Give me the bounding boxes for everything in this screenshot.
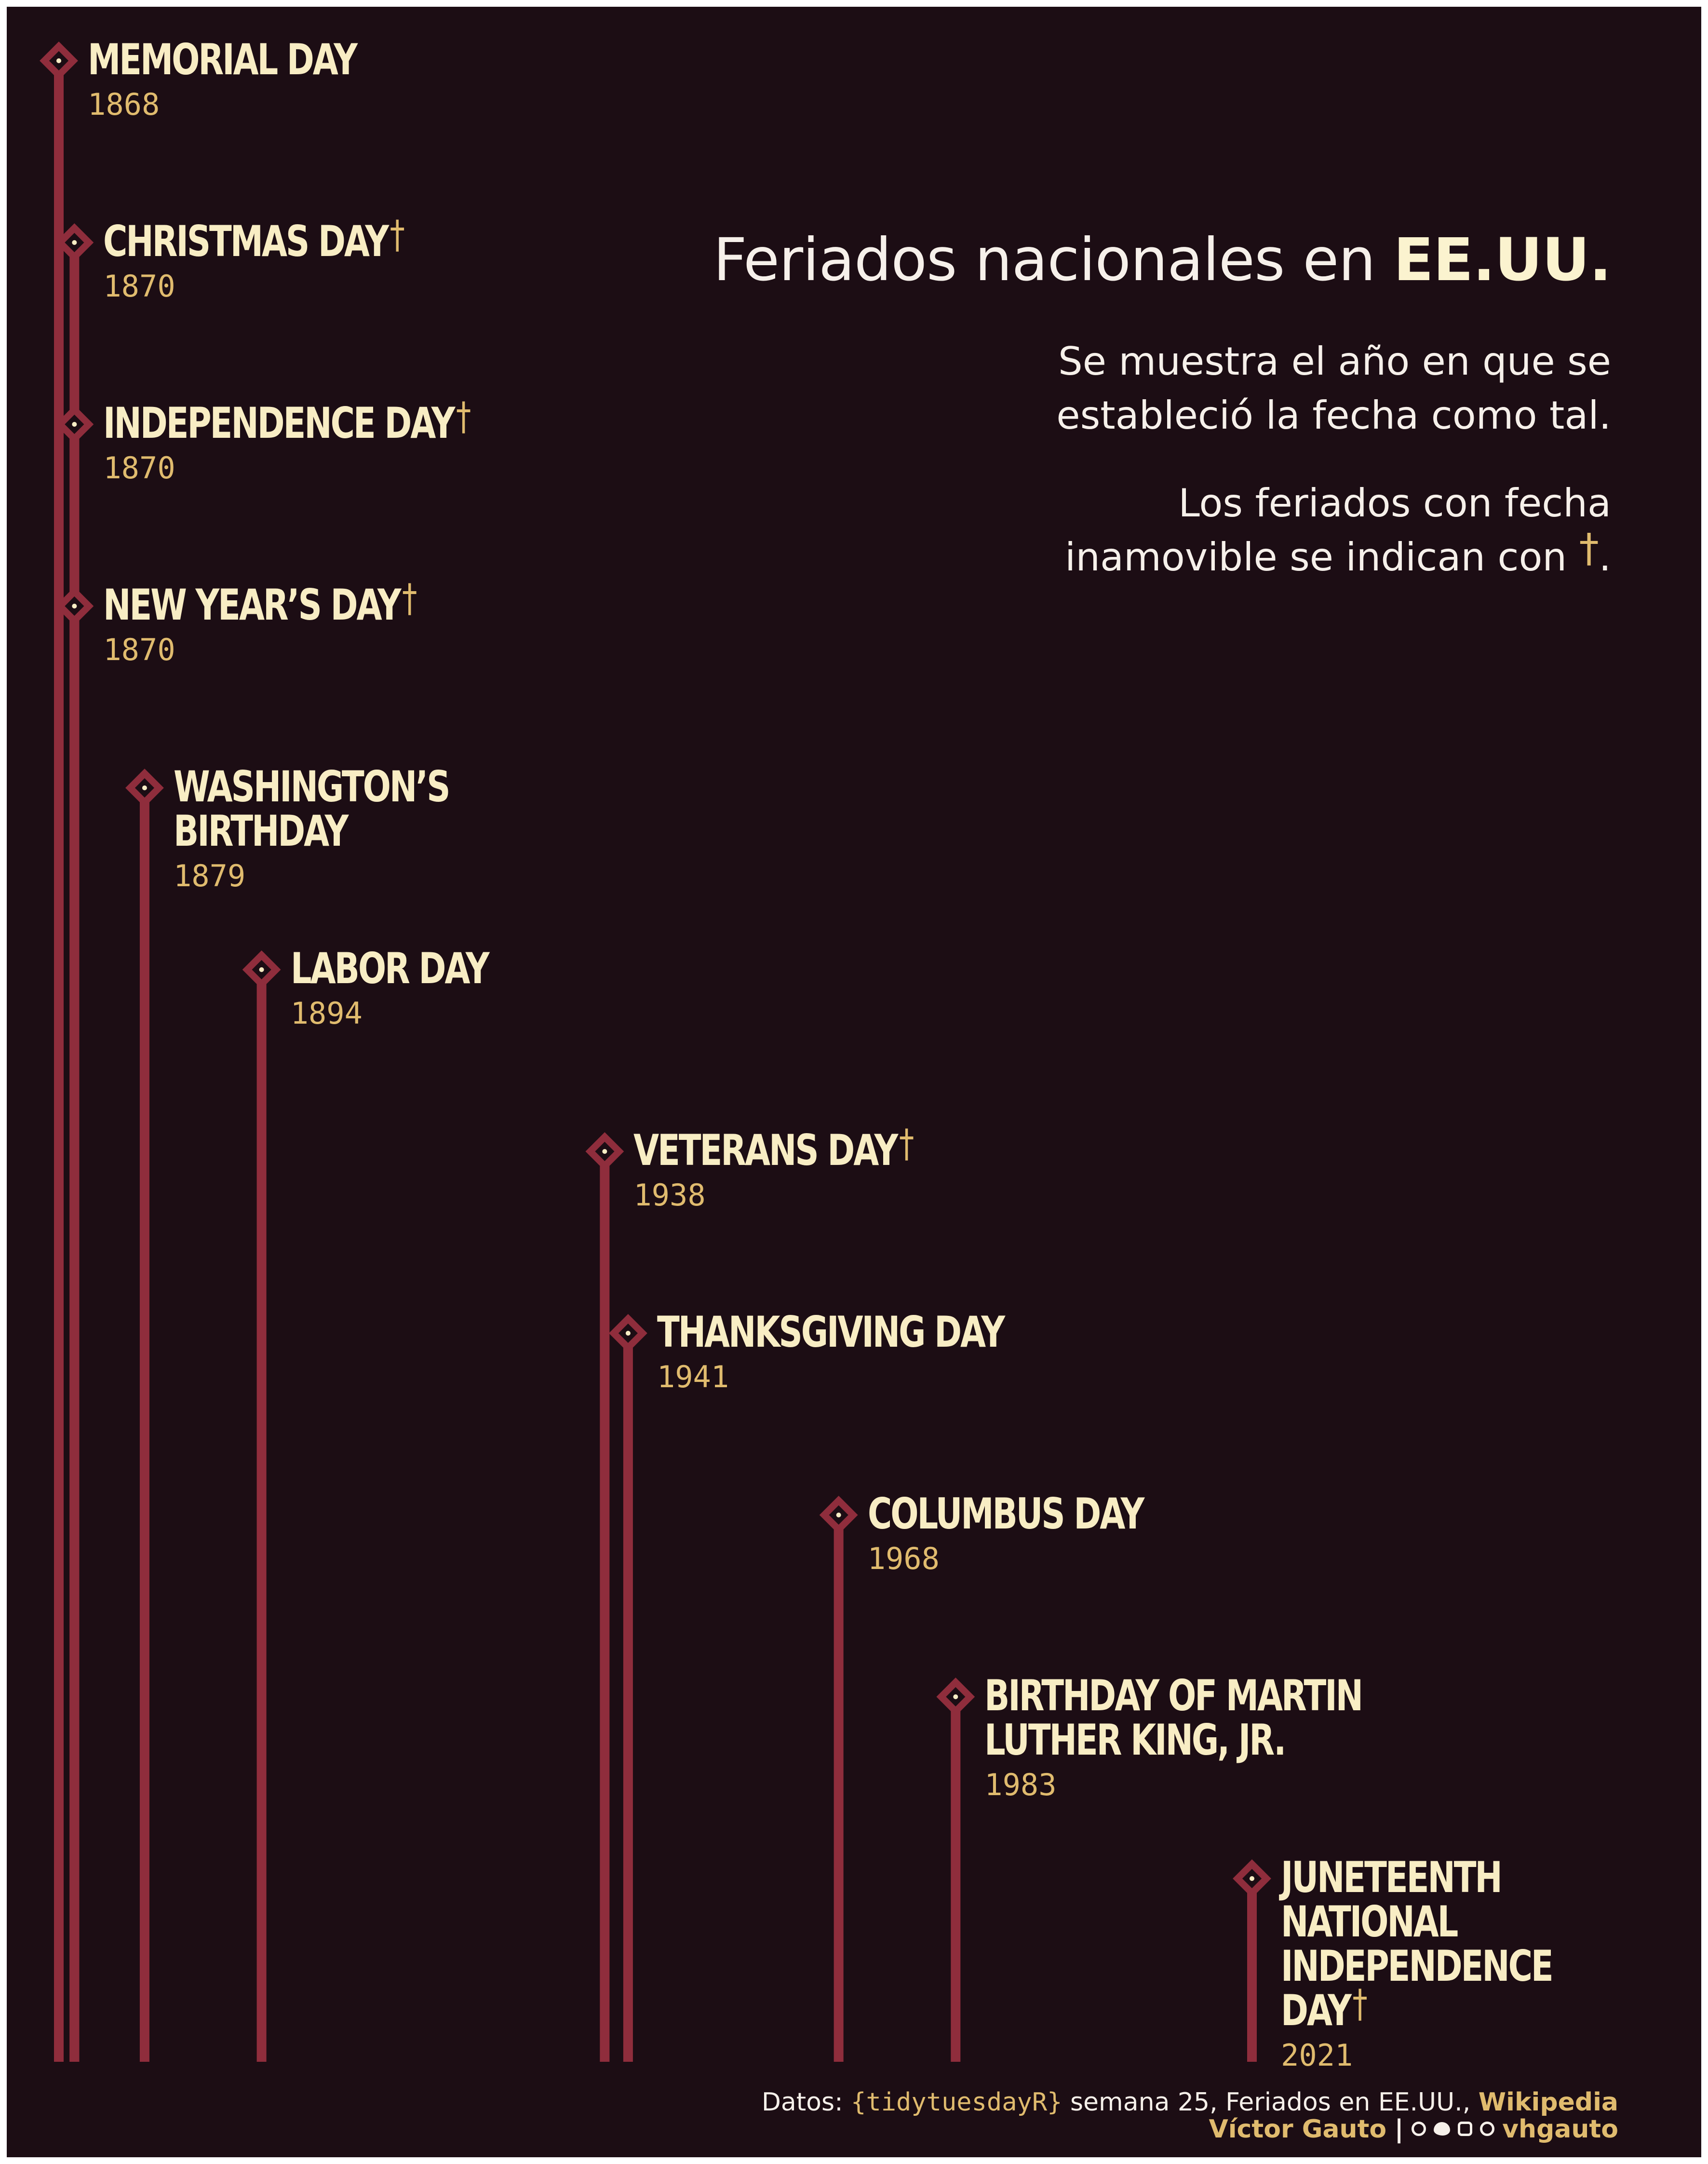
- subtitle-line-2: estableció la fecha como tal.: [1056, 393, 1611, 438]
- holiday-name-text: THANKSGIVING DAY: [657, 1307, 1004, 1357]
- timeline-marker-dot: [626, 1331, 631, 1336]
- holiday-name: [290, 944, 488, 993]
- holiday-name-text: WASHINGTON’S BIRTHDAY: [173, 762, 449, 856]
- holiday-year: 1879: [173, 858, 246, 893]
- holiday-year: 1870: [103, 450, 175, 486]
- holiday-name: [1281, 1855, 1609, 2033]
- holiday-label: [103, 212, 488, 304]
- holiday-year: 1938: [633, 1177, 706, 1213]
- subtitle-dagger: †: [1579, 526, 1599, 571]
- timeline-marker-dot: [1250, 1876, 1254, 1881]
- holiday-name: [103, 212, 404, 266]
- holiday-year: 1870: [103, 269, 175, 304]
- title-main: Feriados nacionales en: [713, 226, 1394, 294]
- caption-author: Víctor Gauto: [1209, 2115, 1387, 2144]
- holiday-label: [633, 1121, 991, 1213]
- holiday-label: [1281, 1855, 1701, 2073]
- subtitle-paragraph-1: [551, 335, 1611, 443]
- holiday-label: [173, 762, 527, 893]
- github-icon: [1412, 2122, 1426, 2136]
- instagram-icon: [1458, 2122, 1472, 2136]
- holiday-name: [984, 1671, 1362, 1765]
- holiday-name-text: MEMORIAL DAY: [88, 35, 356, 84]
- holiday-name-text: COLUMBUS DAY: [867, 1489, 1143, 1539]
- caption-prefix: Datos:: [761, 2088, 851, 2117]
- holiday-name: [103, 576, 416, 630]
- fixed-date-dagger: †: [402, 576, 416, 621]
- caption-line-1: [762, 2089, 1618, 2116]
- holiday-name-text: BIRTHDAY OF MARTIN LUTHER KING, JR.: [984, 1671, 1362, 1765]
- fixed-date-dagger: †: [1352, 1981, 1366, 2026]
- caption-separator: |: [1394, 2115, 1404, 2144]
- fixed-date-dagger: †: [456, 394, 470, 439]
- holiday-year: 1894: [290, 996, 363, 1031]
- chart-title: [551, 224, 1611, 296]
- caption-package: {tidytuesdayR}: [851, 2088, 1062, 2117]
- chart-canvas: [7, 7, 1701, 2157]
- holiday-name: [88, 35, 356, 84]
- timeline-marker-dot: [602, 1149, 607, 1154]
- holiday-label: [867, 1489, 1221, 1576]
- timeline-marker-dot: [953, 1694, 958, 1699]
- caption-source: Wikipedia: [1478, 2088, 1618, 2117]
- mastodon-icon: [1480, 2122, 1494, 2136]
- holiday-year: 2021: [1281, 2038, 1353, 2073]
- timeline-marker-dot: [259, 967, 264, 972]
- holiday-name: [103, 394, 470, 448]
- subtitle-paragraph-2: [551, 476, 1611, 584]
- subtitle-line-3: Los feriados con fecha: [1178, 481, 1611, 526]
- subtitle-end: .: [1599, 535, 1611, 580]
- holiday-year: 1983: [984, 1767, 1057, 1802]
- holiday-label: [290, 944, 544, 1031]
- caption-middle: semana 25, Feriados en EE.UU.,: [1062, 2088, 1479, 2117]
- holiday-year: 1968: [867, 1541, 940, 1576]
- holiday-year: 1941: [657, 1359, 729, 1394]
- timeline-marker-dot: [56, 58, 61, 63]
- fixed-date-dagger: †: [899, 1121, 913, 1166]
- caption-line-2: [762, 2116, 1618, 2143]
- title-block: [551, 224, 1611, 584]
- holiday-label: [88, 35, 432, 122]
- holiday-name-text: INDEPENDENCE DAY: [103, 398, 454, 448]
- holiday-label: [103, 394, 573, 486]
- holiday-name: [173, 762, 449, 856]
- subtitle-line-1: Se muestra el año en que se: [1058, 339, 1611, 384]
- timeline-marker-dot: [72, 604, 77, 609]
- holiday-year: 1870: [103, 632, 175, 667]
- holiday-year: 1868: [88, 87, 160, 122]
- caption: [762, 2089, 1618, 2143]
- holiday-name-text: JUNETEENTH NATIONAL INDEPENDENCE DAY: [1281, 1853, 1552, 2035]
- holiday-name-text: LABOR DAY: [290, 944, 488, 993]
- caption-handle: vhgauto: [1502, 2115, 1618, 2144]
- title-strong: EE.UU.: [1393, 226, 1611, 294]
- twitter-icon: [1434, 2122, 1450, 2136]
- timeline-marker-dot: [72, 240, 77, 245]
- fixed-date-dagger: †: [390, 212, 404, 257]
- timeline-marker-dot: [142, 785, 147, 790]
- holiday-label: [984, 1671, 1468, 1802]
- holiday-label: [657, 1307, 1102, 1394]
- holiday-name: [867, 1489, 1143, 1539]
- holiday-name: [657, 1307, 1004, 1357]
- holiday-name-text: NEW YEAR’S DAY: [103, 580, 400, 630]
- subtitle-line-4: inamovible se indican con: [1065, 535, 1579, 580]
- holiday-name: [633, 1121, 913, 1175]
- holiday-name-text: CHRISTMAS DAY: [103, 216, 388, 266]
- timeline-marker-dot: [72, 422, 77, 427]
- holiday-label: [103, 576, 504, 667]
- timeline-marker-dot: [836, 1513, 841, 1517]
- holiday-name-text: VETERANS DAY: [633, 1125, 897, 1175]
